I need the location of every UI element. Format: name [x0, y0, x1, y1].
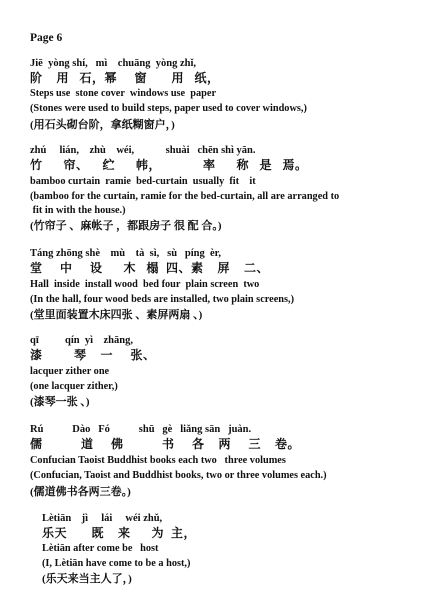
chinese-translation: (漆琴一张 、)	[30, 396, 90, 408]
english-translation: (Stones were used to build steps, paper used to cover windows,)	[30, 103, 307, 114]
english-gloss: bamboo curtain ramie bed-curtain usually fit it	[30, 176, 256, 187]
hanzi-line: 竹 帘、 纻 帏， 率 称 是 焉。	[30, 158, 308, 172]
english-gloss: Hall inside install wood bed four plain screen two	[30, 279, 260, 290]
hanzi-line: 乐天 既 来 为 主，	[42, 526, 197, 540]
english-gloss: Confucian Taoist Buddhist books each two three volumes	[30, 455, 286, 466]
english-translation: (bamboo for the curtain, ramie for the bed-curtain, all are arranged to	[30, 191, 340, 202]
english-translation: (I, Lètiān have come to be a host,)	[42, 558, 191, 569]
english-translation: (In the hall, four wood beds are installed, two plain screens,)	[30, 294, 295, 305]
english-gloss: Steps use stone cover windows use paper	[30, 88, 217, 99]
pinyin-line: Táng zhōng shè mù tà sì, sù píng èr,	[30, 248, 221, 259]
hanzi-line: 儒 道 佛 书 各 两 三 卷。	[30, 437, 301, 451]
english-gloss: lacquer zither one	[30, 366, 110, 377]
chinese-translation: (堂里面装置木床四张 、素屏两扇 、)	[30, 309, 203, 321]
hanzi-line: 漆 琴 一 张、	[30, 348, 156, 362]
chinese-translation: (乐天来当主人了，)	[42, 573, 132, 585]
pinyin-line: zhú lián, zhù wéi, shuài chēn shì yān.	[30, 145, 256, 156]
chinese-translation: (竹帘子 、麻帐子 ，都跟房子 很 配 合。)	[30, 220, 222, 232]
english-translation: (Confucian, Taoist and Buddhist books, two or three volumes each.)	[30, 470, 327, 481]
english-gloss: Lètiān after come be host	[42, 543, 159, 554]
english-translation-cont: fit in with the house.)	[30, 205, 126, 216]
pinyin-line: Rú Dào Fó shū gè liǎng sān juàn.	[30, 424, 252, 435]
pinyin-line: Jiē yòng shí, mì chuāng yòng zhǐ,	[30, 58, 196, 69]
page-title: Page 6	[30, 32, 63, 44]
english-translation: (one lacquer zither,)	[30, 381, 118, 392]
pinyin-line: Lètiān jì lái wéi zhǔ,	[42, 513, 163, 524]
chinese-translation: (儒道佛书各两三卷。)	[30, 486, 131, 498]
chinese-translation: (用石头砌台阶，拿纸糊窗户，)	[30, 119, 175, 131]
pinyin-line: qī qín yì zhāng,	[30, 335, 133, 346]
hanzi-line: 堂 中 设 木 榻 四、素 屏 二、	[30, 261, 270, 275]
hanzi-line: 阶 用 石，幂 窗 用 纸，	[30, 71, 220, 85]
